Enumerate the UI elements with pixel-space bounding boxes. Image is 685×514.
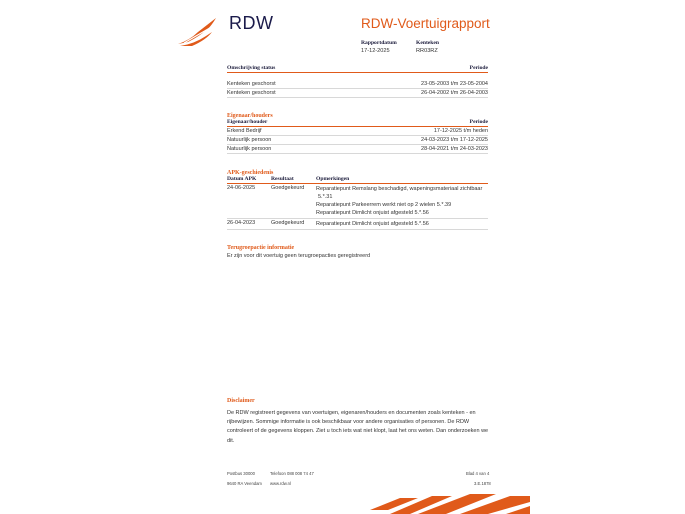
apk-col-date: Datum APK [227,176,257,182]
apk-date: 26-04-2023 [227,220,256,226]
report-date-label: Rapportdatum [361,40,397,46]
apk-remark: 5.*.31 [318,194,333,200]
apk-result: Goedgekeurd [271,220,305,226]
footer-phone: Telefoon 088 008 74 47 [270,471,314,476]
apk-result: Goedgekeurd [271,185,305,191]
owner-period: 24-03-2023 t/m 17-12-2025 [421,137,488,143]
owners-header [227,119,488,127]
status-section [227,65,488,98]
apk-remark: Reparatiepunt Dimlicht onjuist afgesteld 5.*.56 [316,210,429,216]
plate-label: Kenteken [416,40,439,46]
footer-page: Blad 4 van 4 [466,471,490,476]
owners-col-owner: Eigenaar/houder [227,119,268,125]
apk-remark: Reparatiepunt Dimlicht onjuist afgesteld 5.*.56 [316,221,429,227]
owner-name: Natuurlijk persoon [227,137,272,143]
apk-remark: Reparatiepunt Remslang beschadigd, wapeningsmateriaal zichtbaar [316,186,483,192]
logo-text: RDW [229,13,274,33]
table-row [227,145,488,154]
apk-header [227,176,488,184]
owner-period: 28-04-2021 t/m 24-03-2023 [421,146,488,152]
footer-code: 3.E.1878 [474,481,491,486]
table-row [227,219,488,230]
table-row [227,127,488,136]
apk-date: 24-06-2025 [227,185,256,191]
owners-section [227,113,488,154]
disclaimer-text: De RDW registreert gegevens van voertuigen, eigenaren/houders en documenten zoals kenteken - en rijbewijzen. Sommige informatie is ook beschikbaar voor andere organisaties of personen. De RDW controleert of de gegevens kloppen. Ziet u toch iets wat niet klopt, laat het ons weten. Dan onderzoeken we dit. [227,410,489,444]
recall-title: Terugroepactie informatie [227,245,295,251]
owner-name: Erkend Bedrijf [227,128,262,134]
recall-section [227,245,488,259]
status-header [227,65,488,73]
apk-col-remarks: Opmerkingen [316,176,350,182]
apk-remarks [316,220,488,228]
status-col-period: Periode [469,65,488,71]
status-period: 26-04-2002 t/m 26-04-2003 [421,90,488,96]
status-col-description: Omschrijving status [227,65,276,71]
table-row [227,184,488,219]
report-date-value: 17-12-2025 [361,48,390,54]
owner-period: 17-12-2025 t/m heden [433,128,488,134]
plate-value: RR03RZ [416,48,438,54]
apk-col-result: Resultaat [271,176,294,182]
owner-name: Natuurlijk persoon [227,146,272,152]
footer-web[interactable]: www.rdw.nl [270,481,291,486]
status-period: 23-05-2003 t/m 23-05-2004 [421,81,488,87]
rdw-logo-icon [176,16,222,48]
footer-postbus: Postbus 30000 [227,471,255,476]
footer-city: 9640 RA Veendam [227,481,262,486]
status-description: Kenteken geschorst [227,81,276,87]
recall-text: Er zijn voor dit voertuig geen terugroepacties geregistreerd [227,253,371,259]
table-row [227,89,488,98]
table-row [227,136,488,145]
apk-title: APK-geschiedenis [227,170,274,176]
apk-section [227,170,488,230]
report-title: RDW-Voertuigrapport [361,16,490,31]
table-row [227,80,488,89]
apk-remarks [316,185,488,217]
apk-remark: Reparatiepunt Parkeerrem werkt niet op 2 wielen 5.*.39 [316,202,452,208]
status-description: Kenteken geschorst [227,90,276,96]
owners-title: Eigenaar/houders [227,113,273,119]
disclaimer-title: Disclaimer [227,398,255,404]
owners-col-period: Periode [469,119,488,125]
decorative-stripes-icon [370,488,530,514]
